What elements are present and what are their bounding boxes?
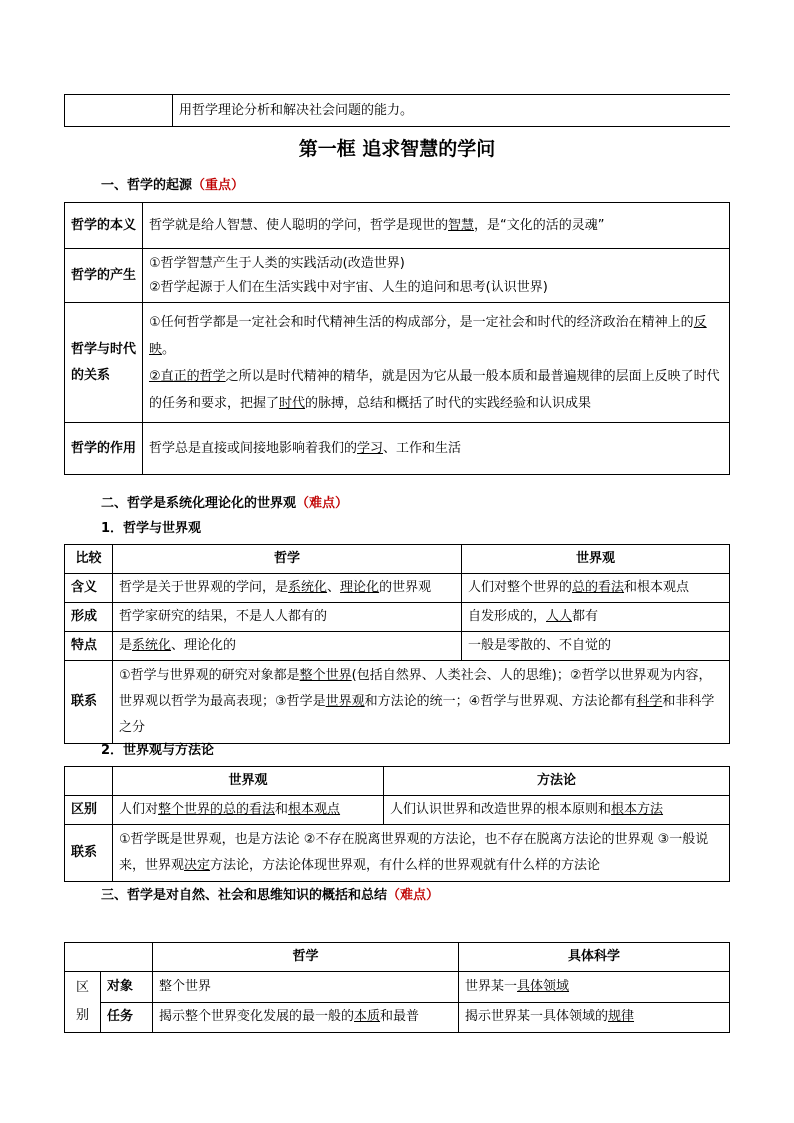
- t2-header-method: 方法论: [384, 767, 730, 796]
- origin-birth-line1: ①哲学智慧产生于人类的实践活动(改造世界): [149, 255, 405, 271]
- origin-label-role: 哲学的作用: [65, 423, 143, 475]
- origin-era-para1: ①任何哲学都是一定社会和时代精神生活的构成部分，是一定社会和时代的经济政治在精神上的反映。: [149, 314, 707, 357]
- t3-task-philosophy: 揭示整个世界变化发展的最一般的本质和最普: [153, 1002, 459, 1033]
- page-title: 第一框 追求智慧的学问: [298, 138, 496, 160]
- t2-diff-label: 区别: [65, 796, 113, 825]
- t2-diff-worldview: 人们对整个世界的总的看法和根本观点: [113, 796, 384, 825]
- t3-diff-label: 区别: [65, 972, 101, 1033]
- row-meaning-label: 含义: [65, 574, 113, 603]
- row-meaning-worldview: 人们对整个世界的总的看法和根本观点: [462, 574, 730, 603]
- header-philosophy: 哲学: [113, 545, 462, 574]
- t3-object-label: 对象: [101, 972, 153, 1003]
- top-table-text: 用哲学理论分析和解决社会问题的能力。: [173, 95, 731, 127]
- section2-heading: [101, 494, 348, 514]
- underlined-term: 决定: [184, 858, 211, 873]
- row-feature-label: 特点: [65, 632, 113, 661]
- underlined-term: 整个世界的总的看法: [158, 802, 276, 817]
- underlined-term: ②直正的哲学: [149, 368, 226, 384]
- t3-header-empty: [65, 943, 153, 972]
- section2-tag: （难点）: [296, 496, 349, 511]
- t3-task-science: 揭示世界某一具体领域的规律: [459, 1002, 730, 1033]
- t3-header-science: 具体科学: [459, 943, 730, 972]
- section1-tag: （重点）: [192, 178, 245, 193]
- section3-title: 三、哲学是对自然、社会和思维知识的概括和总结: [101, 888, 388, 903]
- underlined-term: 根本观点: [288, 802, 341, 817]
- header-worldview: 世界观: [462, 545, 730, 574]
- t2-link-label: 联系: [65, 825, 113, 882]
- underlined-term: 人人: [546, 609, 573, 624]
- origin-label-birth: 哲学的产生: [65, 249, 143, 303]
- underlined-term: 根本方法: [611, 802, 664, 817]
- row-formation-philosophy: 哲学家研究的结果，不是人人都有的: [113, 603, 462, 632]
- row-formation-label: 形成: [65, 603, 113, 632]
- header-compare: 比较: [65, 545, 113, 574]
- subsection-2-2: 2．世界观与方法论: [101, 743, 215, 758]
- section3-tag: （难点）: [387, 888, 440, 903]
- t2-link-text: ①哲学既是世界观，也是方法论 ②不存在脱离世界观的方法论，也不存在脱离方法论的世界观 ③一般说来，世界观决定方法论，方法论体现世界观，有什么样的世界观就有什么样的方法论: [113, 825, 730, 882]
- underlined-term: 整个世界: [299, 668, 352, 683]
- underlined-term: 科学: [636, 694, 663, 709]
- subsection-2-1: 1．哲学与世界观: [101, 521, 202, 536]
- underlined-term: 规律: [608, 1009, 635, 1025]
- underlined-term: 学习: [357, 440, 384, 456]
- underlined-term: 具体领域: [517, 978, 570, 994]
- section1-title: 一、哲学的起源: [101, 178, 193, 193]
- t2-header-worldview: 世界观: [113, 767, 384, 796]
- philosophy-worldview-table: [64, 544, 730, 744]
- section1-heading: [101, 176, 244, 196]
- underlined-term: 反映: [149, 314, 707, 357]
- t2-header-empty: [65, 767, 113, 796]
- underlined-term: 理论化: [340, 580, 380, 595]
- underlined-term: 系统化: [132, 638, 172, 653]
- underlined-term: 本质: [354, 1009, 381, 1025]
- t3-header-philosophy: 哲学: [153, 943, 459, 972]
- top-table: [64, 94, 730, 127]
- row-link-label: 联系: [65, 661, 113, 744]
- section2-title: 二、哲学是系统化理论化的世界观: [101, 496, 297, 511]
- origin-era-para2: ②直正的哲学之所以是时代精神的精华，就是因为它从最一般本质和最普遍规律的层面上反映了时代的任务和要求，把握了时代的脉搏，总结和概括了时代的实践经验和认识成果: [149, 368, 720, 411]
- underlined-term: 总的看法: [572, 580, 625, 595]
- row-meaning-philosophy: 哲学是关于世界观的学问，是系统化、理论化的世界观: [113, 574, 462, 603]
- t3-task-label: 任务: [101, 1002, 153, 1033]
- row-formation-worldview: 自发形成的，人人都有: [462, 603, 730, 632]
- origin-birth-line2: ②哲学起源于人们在生活实践中对宇宙、人生的追问和思考(认识世界): [149, 279, 548, 295]
- origin-label-meaning: 哲学的本义: [65, 203, 143, 249]
- underlined-term: 系统化: [288, 580, 328, 595]
- origin-table: [64, 202, 730, 475]
- row-feature-worldview: 一般是零散的、不自觉的: [462, 632, 730, 661]
- origin-role-text: 哲学总是直接或间接地影响着我们的学习、工作和生活: [143, 423, 730, 475]
- t3-object-philosophy: 整个世界: [153, 972, 459, 1003]
- origin-label-era: 哲学与时代的关系: [65, 303, 143, 423]
- top-table-empty-cell: [65, 95, 173, 127]
- t3-object-science: 世界某一具体领域: [459, 972, 730, 1003]
- philosophy-science-table: [64, 942, 730, 1033]
- underlined-term: 世界观: [325, 694, 365, 709]
- origin-era-text: [143, 303, 730, 423]
- row-link-text: ①哲学与世界观的研究对象都是整个世界(包括自然界、人类社会、人的思维)；②哲学以世界观为内容，世界观以哲学为最高表现；③哲学是世界观和方法论的统一；④哲学与世界观、方法论都有科学和非科学之分: [113, 661, 730, 744]
- row-feature-philosophy: 是系统化、理论化的: [113, 632, 462, 661]
- origin-birth-text: [143, 249, 730, 303]
- worldview-method-table: [64, 766, 730, 882]
- underlined-term: 时代: [279, 395, 306, 411]
- t2-diff-method: 人们认识世界和改造世界的根本原则和根本方法: [384, 796, 730, 825]
- origin-meaning-text: 哲学就是给人智慧、使人聪明的学问，哲学是现世的智慧，是“文化的活的灵魂”: [143, 203, 730, 249]
- underlined-term: 智慧: [448, 217, 475, 233]
- section3-heading: [101, 886, 439, 906]
